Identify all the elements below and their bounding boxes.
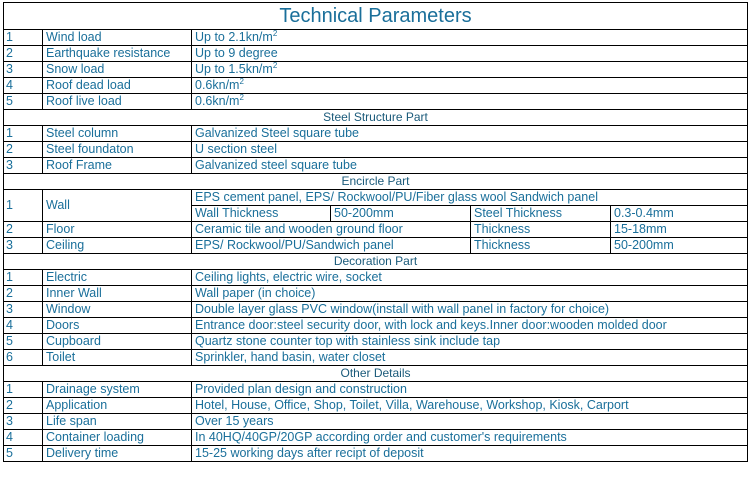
- table-row: [4, 318, 748, 334]
- row-value: Double layer glass PVC window(install with wall panel in factory for choice): [192, 302, 748, 318]
- section-header-row: [4, 110, 748, 126]
- title-row: [4, 3, 748, 30]
- row-value: $0.6kn/m^2$: [192, 78, 748, 94]
- row-label: Snow load: [43, 62, 192, 78]
- row-number: 4: [4, 78, 43, 94]
- row-value: Wall paper (in choice): [192, 286, 748, 302]
- wall-thickness-label: Wall Thickness: [192, 206, 331, 222]
- row-label: Wall: [43, 190, 192, 222]
- row-number: 5: [4, 94, 43, 110]
- row-number: 5: [4, 334, 43, 350]
- thickness-value: 50-200mm: [611, 238, 748, 254]
- row-value: U section steel: [192, 142, 748, 158]
- row-number: 3: [4, 302, 43, 318]
- row-label: Floor: [43, 222, 192, 238]
- table-row: [4, 46, 748, 62]
- row-number: 1: [4, 30, 43, 46]
- table-row: [4, 302, 748, 318]
- row-number: 1: [4, 382, 43, 398]
- table-row: [4, 286, 748, 302]
- row-label: Inner Wall: [43, 286, 192, 302]
- table-row: [4, 126, 748, 142]
- steel-thickness-label: Steel Thickness: [471, 206, 611, 222]
- row-value: EPS cement panel, EPS/ Rockwool/PU/Fiber glass wool Sandwich panel: [192, 190, 748, 206]
- row-value: Provided plan design and construction: [192, 382, 748, 398]
- section-title-other: Other Details: [4, 366, 748, 382]
- table-row: [4, 78, 748, 94]
- row-label: Ceiling: [43, 238, 192, 254]
- row-number: 2: [4, 222, 43, 238]
- table-row: [4, 158, 748, 174]
- table-row: [4, 238, 748, 254]
- row-label: Life span: [43, 414, 192, 430]
- table-title: Technical Parameters: [4, 3, 748, 30]
- table-row: [4, 398, 748, 414]
- row-number: 2: [4, 46, 43, 62]
- row-label: Roof Frame: [43, 158, 192, 174]
- section-header-row: [4, 174, 748, 190]
- row-value: Galvanized steel square tube: [192, 158, 748, 174]
- row-number: 3: [4, 62, 43, 78]
- row-value: EPS/ Rockwool/PU/Sandwich panel: [192, 238, 471, 254]
- row-number: 1: [4, 126, 43, 142]
- section-title-decoration: Decoration Part: [4, 254, 748, 270]
- row-value: Over 15 years: [192, 414, 748, 430]
- row-number: 1: [4, 270, 43, 286]
- thickness-label: Thickness: [471, 238, 611, 254]
- row-label: Delivery time: [43, 446, 192, 462]
- row-value: Ceramic tile and wooden ground floor: [192, 222, 471, 238]
- row-label: Roof live load: [43, 94, 192, 110]
- row-label: Window: [43, 302, 192, 318]
- row-value: In 40HQ/40GP/20GP according order and customer's requirements: [192, 430, 748, 446]
- row-number: 3: [4, 158, 43, 174]
- row-value: Hotel, House, Office, Shop, Toilet, Villa, Warehouse, Workshop, Kiosk, Carport: [192, 398, 748, 414]
- table-row: [4, 270, 748, 286]
- table-row: [4, 30, 748, 46]
- table-row: [4, 430, 748, 446]
- row-label: Cupboard: [43, 334, 192, 350]
- row-label: Electric: [43, 270, 192, 286]
- table-row: [4, 94, 748, 110]
- row-number: 2: [4, 286, 43, 302]
- table-row: [4, 414, 748, 430]
- row-value: Up to 9 degree: [192, 46, 748, 62]
- table-row: [4, 382, 748, 398]
- table-row: [4, 62, 748, 78]
- section-header-row: [4, 366, 748, 382]
- table-row: [4, 334, 748, 350]
- row-value: Up to $1.5kn/m^2$: [192, 62, 748, 78]
- row-number: 4: [4, 318, 43, 334]
- row-value: Quartz stone counter top with stainless sink include tap: [192, 334, 748, 350]
- row-label: Application: [43, 398, 192, 414]
- row-number: 2: [4, 142, 43, 158]
- row-number: 2: [4, 398, 43, 414]
- row-value: Up to $2.1kn/m^2$: [192, 30, 748, 46]
- row-label: Steel column: [43, 126, 192, 142]
- table-row: [4, 142, 748, 158]
- row-number: 3: [4, 414, 43, 430]
- row-value: $0.6kn/m^2$: [192, 94, 748, 110]
- row-label: Roof dead load: [43, 78, 192, 94]
- row-value: Ceiling lights, electric wire, socket: [192, 270, 748, 286]
- section-title-steel: Steel Structure Part: [4, 110, 748, 126]
- row-value: Sprinkler, hand basin, water closet: [192, 350, 748, 366]
- row-label: Container loading: [43, 430, 192, 446]
- steel-thickness-value: 0.3-0.4mm: [611, 206, 748, 222]
- row-value: Galvanized Steel square tube: [192, 126, 748, 142]
- section-header-row: [4, 254, 748, 270]
- row-label: Steel foundaton: [43, 142, 192, 158]
- table-row: [4, 190, 748, 206]
- row-label: Doors: [43, 318, 192, 334]
- thickness-label: Thickness: [471, 222, 611, 238]
- row-number: 3: [4, 238, 43, 254]
- table-row: [4, 446, 748, 462]
- row-label: Toilet: [43, 350, 192, 366]
- table-row: [4, 222, 748, 238]
- row-number: 6: [4, 350, 43, 366]
- table-row: [4, 350, 748, 366]
- row-label: Drainage system: [43, 382, 192, 398]
- row-number: 4: [4, 430, 43, 446]
- row-value: 15-25 working days after recipt of deposit: [192, 446, 748, 462]
- row-number: 5: [4, 446, 43, 462]
- row-label: Wind load: [43, 30, 192, 46]
- technical-parameters-table: [3, 2, 748, 462]
- row-number: 1: [4, 190, 43, 222]
- row-value: Entrance door:steel security door, with lock and keys.Inner door:wooden molded door: [192, 318, 748, 334]
- row-label: Earthquake resistance: [43, 46, 192, 62]
- section-title-encircle: Encircle Part: [4, 174, 748, 190]
- thickness-value: 15-18mm: [611, 222, 748, 238]
- wall-thickness-value: 50-200mm: [331, 206, 471, 222]
